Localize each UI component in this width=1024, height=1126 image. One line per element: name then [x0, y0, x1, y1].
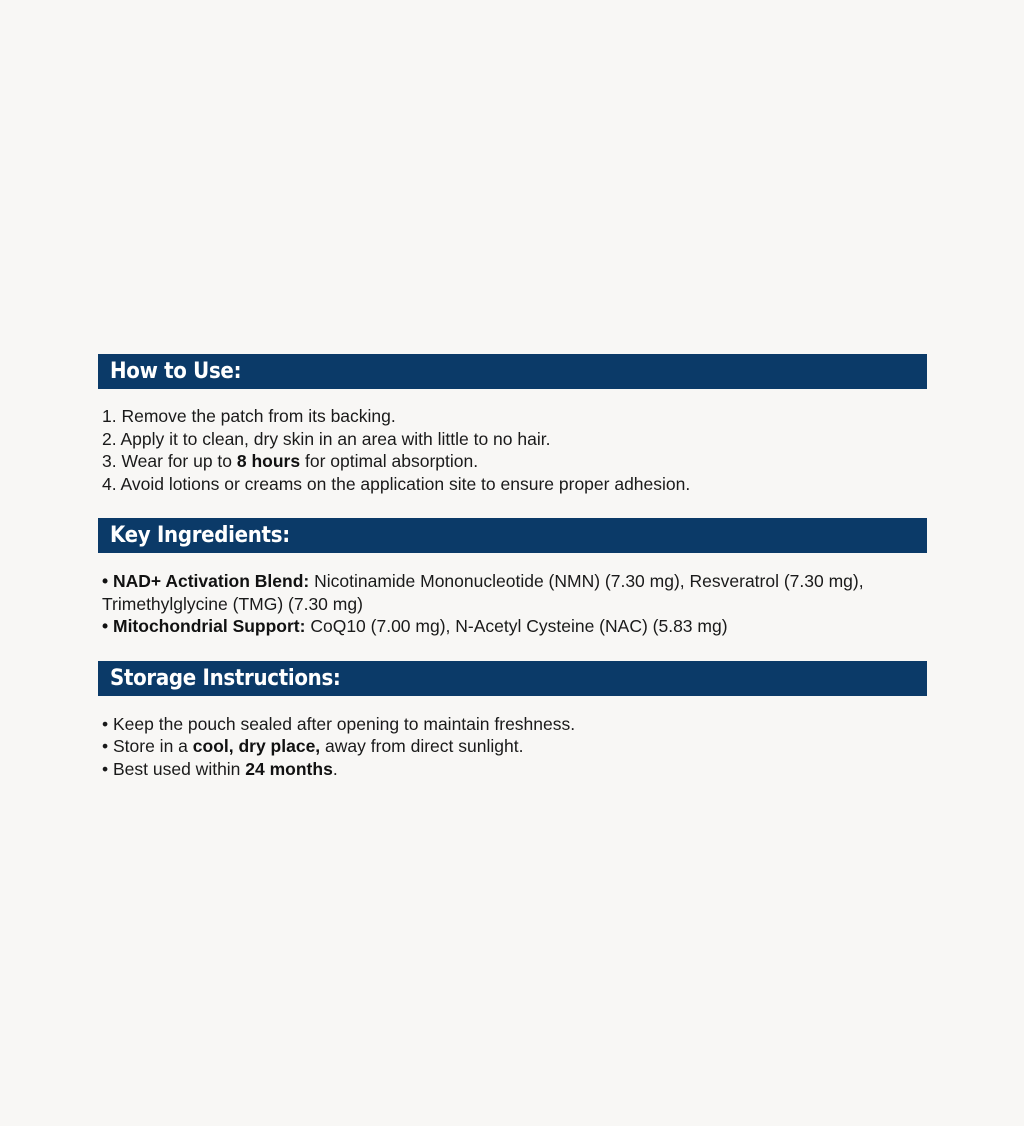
ingredient-mito-support: [102, 615, 927, 638]
how-to-use-steps: [98, 405, 927, 495]
storage-item-2: [102, 735, 927, 758]
step-3: [102, 450, 927, 473]
storage-title: Storage Instructions:: [110, 665, 341, 691]
ingredient-mito-support-text: CoQ10 (7.00 mg), N-Acetyl Cysteine (NAC) (5.83 mg): [305, 616, 728, 636]
ingredient-nad-blend-label: • NAD+ Activation Blend:: [102, 571, 310, 591]
step-1: 1. Remove the patch from its backing.: [102, 406, 396, 426]
storage-section: [98, 661, 927, 781]
how-to-use-header: [98, 354, 927, 389]
storage-item-3-pre: • Best used within: [102, 758, 246, 779]
storage-item-3-bold: 24 months: [245, 758, 333, 779]
how-to-use-section: [98, 354, 927, 495]
key-ingredients-list: [98, 570, 927, 638]
step-3-duration: 8 hours: [236, 451, 301, 471]
key-ingredients-section: [98, 518, 927, 638]
storage-item-3: [102, 758, 927, 781]
storage-item-2-bold: cool, dry place,: [192, 736, 321, 756]
step-3-pre: 3. Wear for up to: [102, 451, 237, 471]
storage-list: [98, 713, 927, 781]
storage-item-2-post: away from direct sunlight.: [320, 736, 524, 756]
how-to-use-title: How to Use:: [110, 359, 242, 384]
product-info-panel: [98, 354, 927, 780]
ingredient-nad-blend: [102, 570, 927, 615]
storage-item-1: • Keep the pouch sealed after opening to maintain freshness.: [102, 713, 576, 734]
step-3-post: for optimal absorption.: [300, 451, 479, 471]
key-ingredients-title: Key Ingredients:: [110, 523, 290, 548]
step-2: 2. Apply it to clean, dry skin in an area with little to no hair.: [102, 428, 551, 449]
key-ingredients-header: [98, 518, 927, 553]
storage-item-3-post: .: [332, 758, 338, 779]
ingredient-mito-support-label: • Mitochondrial Support:: [102, 616, 306, 636]
storage-header: [98, 661, 927, 696]
storage-item-2-pre: • Store in a: [102, 736, 193, 756]
ingredient-nad-blend-text: Nicotinamide Mononucleotide (NMN) (7.30 mg), Resveratrol (7.30 mg), Trimethylglycine (TMG) (7.30 mg): [102, 571, 864, 614]
step-4: 4. Avoid lotions or creams on the application site to ensure proper adhesion.: [102, 473, 691, 494]
